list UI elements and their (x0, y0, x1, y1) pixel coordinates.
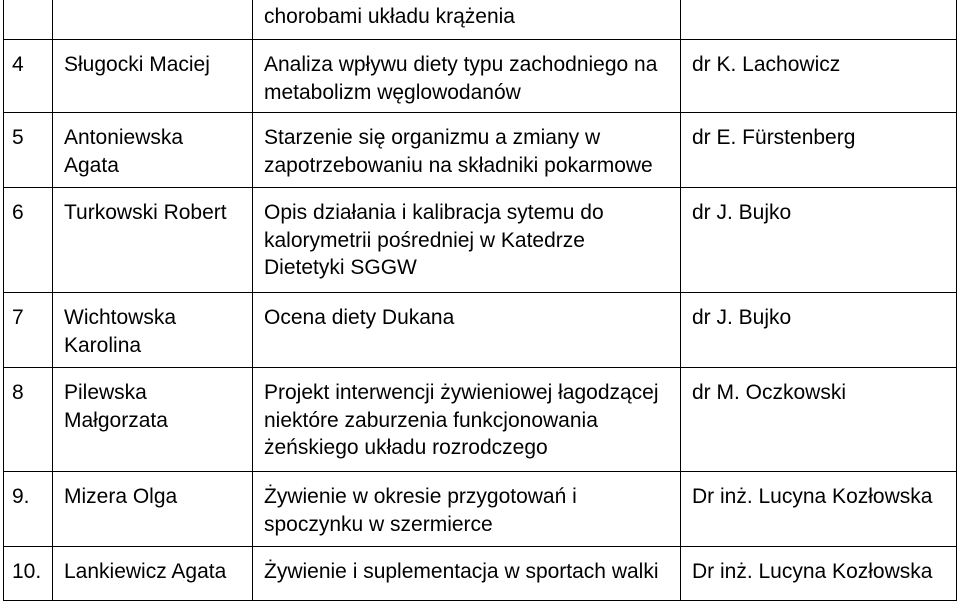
number-cell (4, 0, 53, 40)
student-name-line: Antoniewska (64, 126, 184, 149)
topic-cell (253, 188, 681, 293)
supervisor-name: dr J. Bujko (692, 306, 792, 329)
supervisor-name: dr E. Fürstenberg (692, 126, 856, 149)
number-cell (4, 40, 53, 113)
number-cell (4, 368, 53, 472)
topic-cell (253, 547, 681, 601)
supervisor-name: Dr inż. Lucyna Kozłowska (692, 485, 933, 508)
supervisor-name: dr M. Oczkowski (692, 381, 847, 404)
topic-cell (253, 368, 681, 472)
topic-line: metabolizm węglowodanów (264, 80, 521, 104)
student-cell (53, 0, 253, 40)
row-number: 4 (12, 53, 24, 76)
student-cell (53, 113, 253, 188)
supervisor-cell (681, 0, 957, 40)
supervisor-name: Dr inż. Lucyna Kozłowska (692, 560, 933, 583)
row-number: 7 (12, 306, 24, 329)
student-name-line: Pilewska (64, 381, 147, 404)
supervisor-cell (681, 472, 957, 547)
supervisor-cell (681, 293, 957, 368)
student-name-line: Agata (64, 153, 119, 177)
student-cell (53, 472, 253, 547)
topic-cell (253, 40, 681, 113)
student-cell (53, 368, 253, 472)
supervisor-name: dr K. Lachowicz (692, 53, 841, 76)
student-cell (53, 547, 253, 601)
topic-line: Ocena diety Dukana (264, 306, 455, 329)
row-number: 8 (12, 381, 24, 404)
topic-line: Dietetyki SGGW (264, 256, 417, 279)
student-name-line: Wichtowska (64, 306, 177, 329)
number-cell (4, 293, 53, 368)
supervisor-name: dr J. Bujko (692, 201, 792, 224)
row-number: 10. (12, 560, 42, 583)
topic-line: Żywienie w okresie przygotowań i (264, 485, 577, 508)
topic-line: Opis działania i kalibracja sytemu do (264, 201, 604, 224)
row-number: 9. (12, 485, 30, 508)
student-name-line: Mizera Olga (64, 485, 178, 508)
student-name-line: Małgorzata (64, 408, 168, 432)
topic-line: Starzenie się organizmu a zmiany w (264, 126, 601, 149)
number-cell (4, 547, 53, 601)
supervisor-cell (681, 188, 957, 293)
number-cell (4, 113, 53, 188)
topic-line: Analiza wpływu diety typu zachodniego na (264, 53, 658, 76)
student-name-line: Lankiewicz Agata (64, 560, 227, 583)
supervisor-cell (681, 547, 957, 601)
student-name-line: Sługocki Maciej (64, 53, 210, 76)
topic-line: kalorymetrii pośredniej w Katedrze (264, 228, 585, 252)
topic-line: żeńskiego układu rozrodczego (264, 436, 548, 459)
topic-cell (253, 113, 681, 188)
topic-cell (253, 0, 681, 40)
student-cell (53, 40, 253, 113)
topic-line: chorobami układu krążenia (264, 5, 515, 28)
topic-line: Projekt interwencji żywieniowej łagodzącej (264, 381, 659, 404)
row-number: 5 (12, 126, 24, 149)
student-cell (53, 188, 253, 293)
supervisor-cell (681, 40, 957, 113)
topic-line: Żywienie i suplementacja w sportach walki (264, 560, 659, 583)
topic-line: zapotrzebowaniu na składniki pokarmowe (264, 153, 653, 177)
topic-line: spoczynku w szermierce (264, 512, 493, 536)
number-cell (4, 188, 53, 293)
row-number: 6 (12, 201, 24, 224)
topic-cell (253, 472, 681, 547)
topic-line: niektóre zaburzenia funkcjonowania (264, 408, 598, 432)
number-cell (4, 472, 53, 547)
student-cell (53, 293, 253, 368)
supervisor-cell (681, 113, 957, 188)
student-name-line: Turkowski Robert (64, 201, 227, 224)
thesis-topics-table (3, 0, 957, 601)
topic-cell (253, 293, 681, 368)
student-name-line: Karolina (64, 333, 142, 357)
supervisor-cell (681, 368, 957, 472)
